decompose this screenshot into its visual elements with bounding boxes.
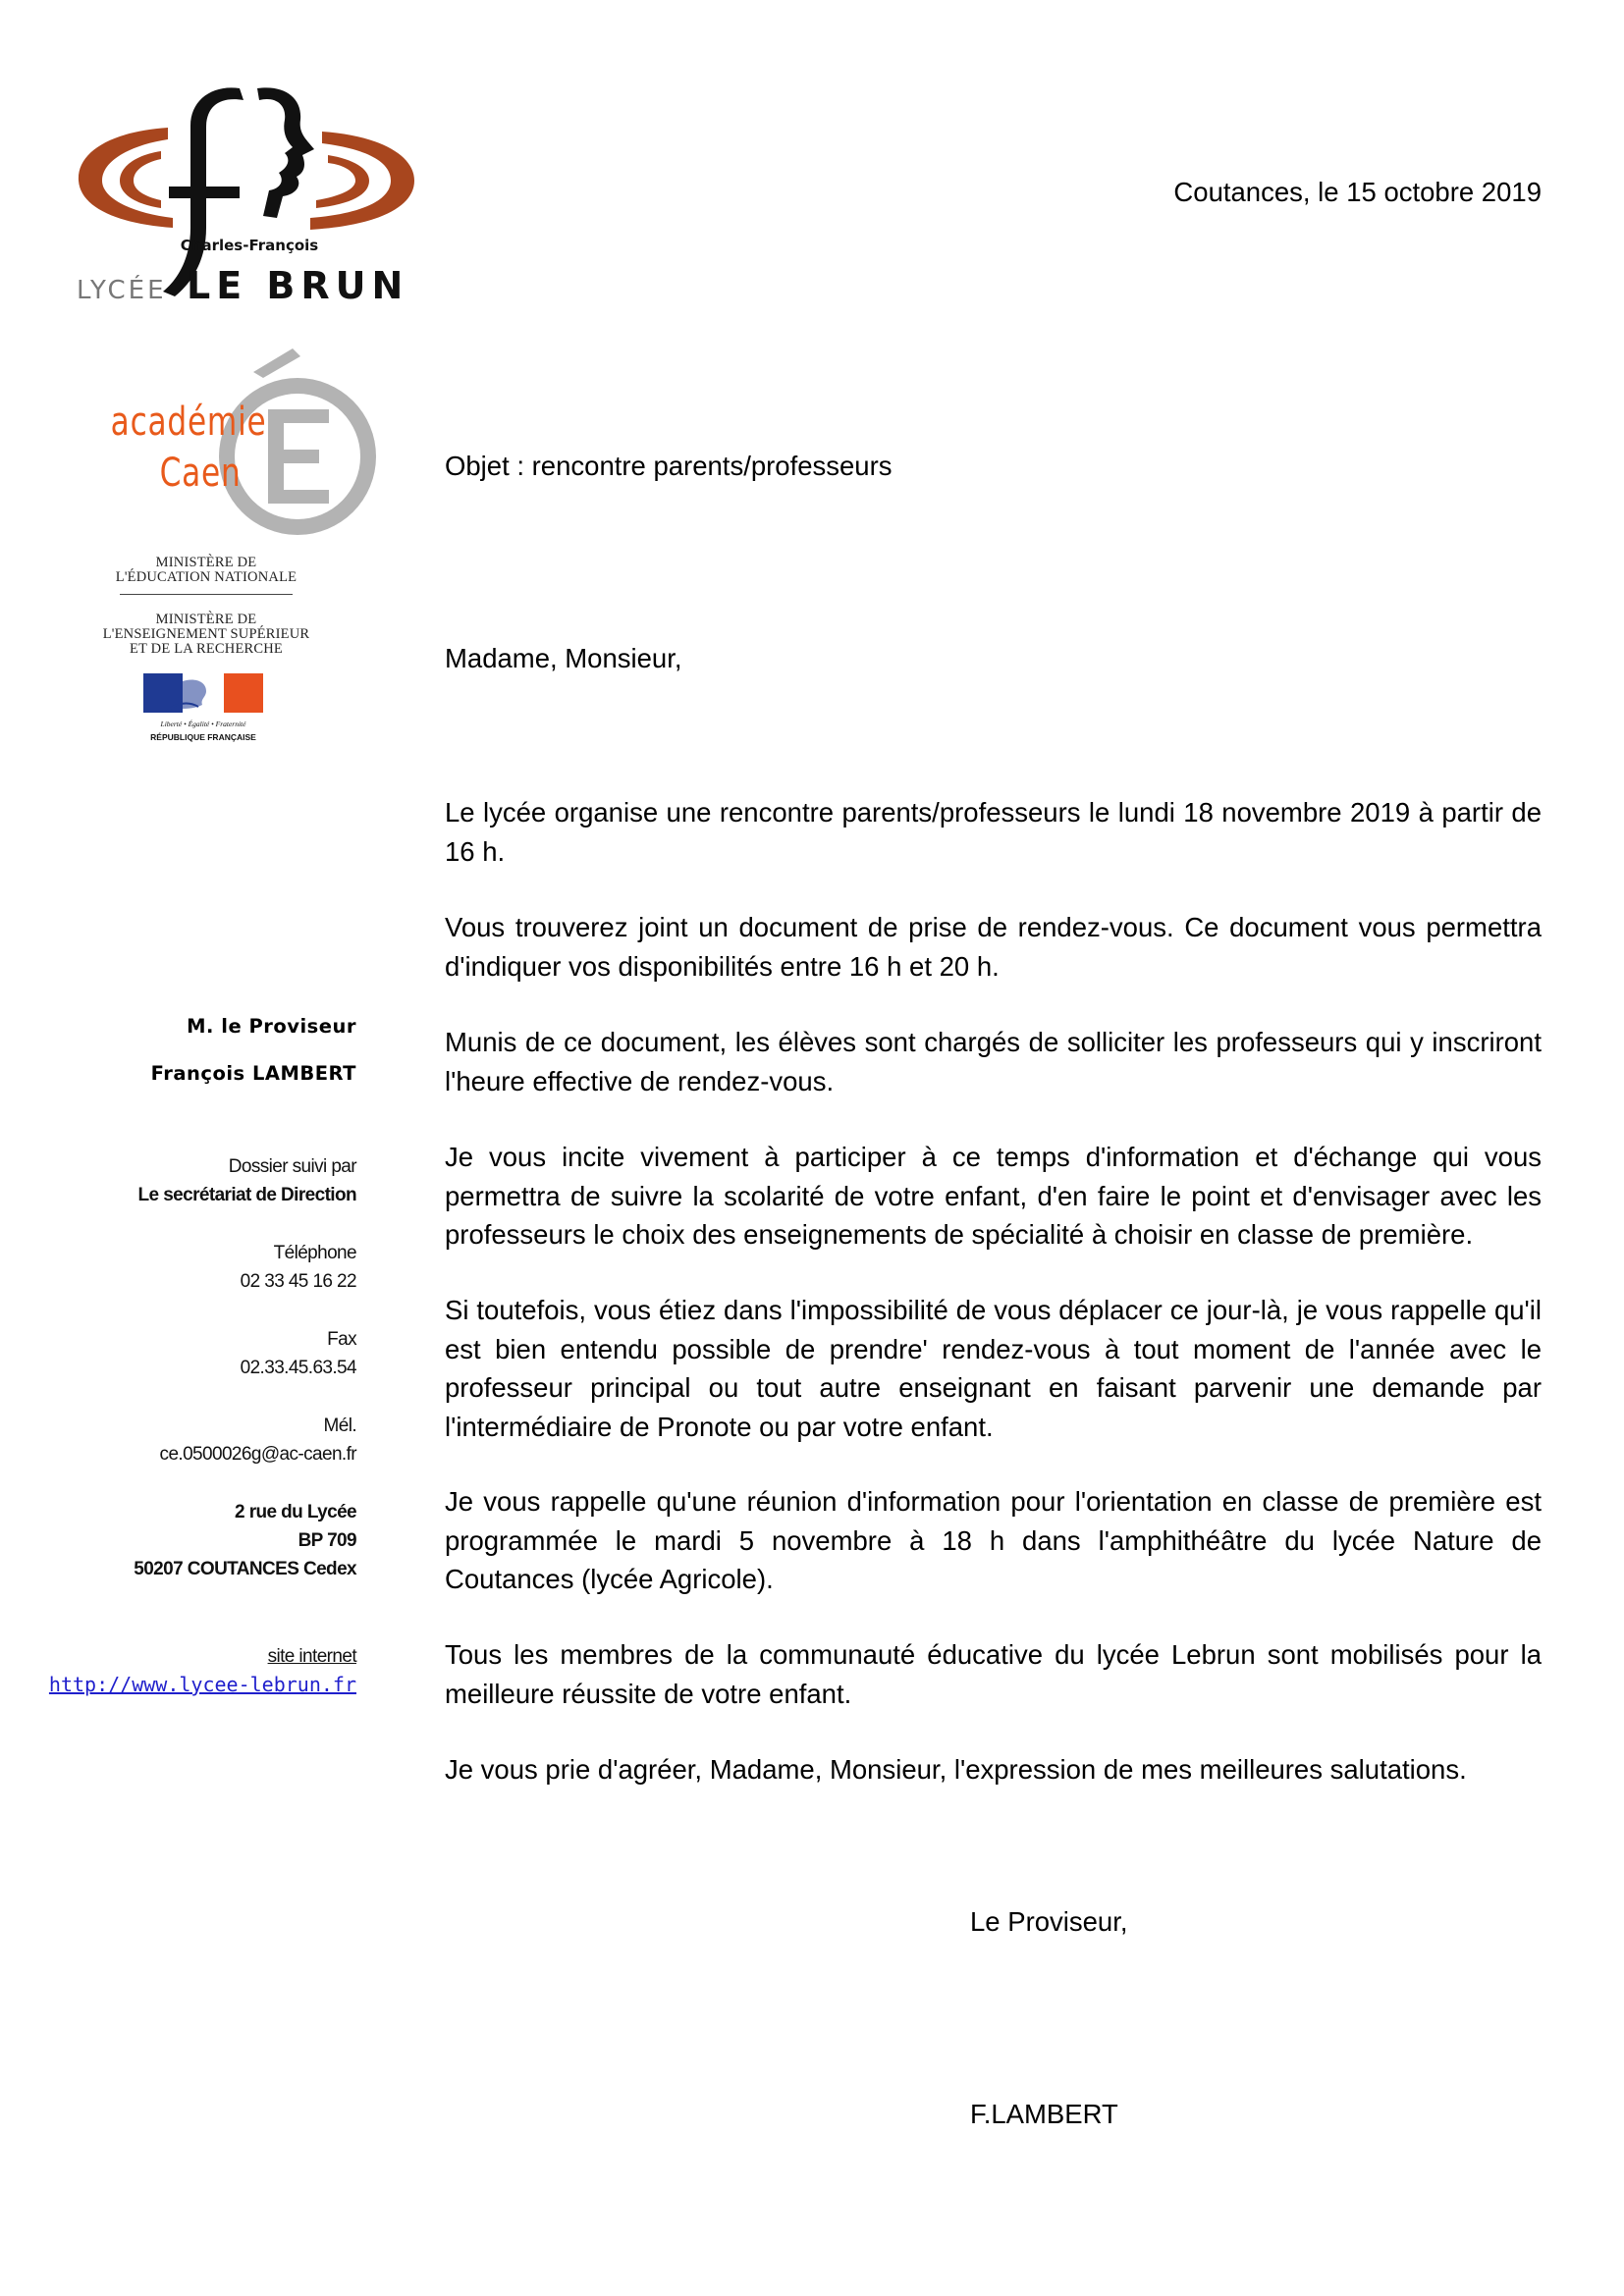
letter-salutation: Madame, Monsieur, (445, 643, 682, 673)
sidebar-name: François LAMBERT (150, 1062, 356, 1085)
phone-value: 02 33 45 16 22 (240, 1271, 356, 1292)
academie-word: académie (110, 400, 267, 446)
fax-label: Fax (327, 1329, 356, 1350)
paragraph-8: Je vous prie d'agréer, Madame, Monsieur, l'expression de mes meilleures salutations. (445, 1754, 1467, 1785)
paragraph-5: Si toutefois, vous étiez dans l'impossibilité de vous déplacer ce jour-là, je vous rappelle qu'il est bien entendu possible de prendre' rendez-vous à tout moment de l'année avec le professeur principal ou tout autre enseignant en faisant parvenir une demande par l'intermédiaire de Pronote ou par votre enfant. (445, 1295, 1542, 1442)
letter-signature: F.LAMBERT (970, 2099, 1118, 2129)
ministry-education (79, 556, 334, 585)
address-line-2: BP 709 (298, 1530, 356, 1551)
ministry-divider (120, 594, 293, 595)
ministry-higher-line2: L'ENSEIGNEMENT SUPÉRIEUR (102, 626, 310, 642)
dossier-label: Dossier suivi par (228, 1156, 356, 1177)
website-link[interactable]: http://www.lycee-lebrun.fr (48, 1673, 356, 1696)
paragraph-6: Je vous rappelle qu'une réunion d'information pour l'orientation en classe de première est programmée le mardi 5 novembre à 18 h dans l'amphithéâtre du lycée Nature de Coutances (lycée Agricole). (445, 1486, 1542, 1594)
marianne-label: RÉPUBLIQUE FRANÇAISE (150, 732, 256, 742)
ministry-higher-line1: MINISTÈRE DE (155, 612, 257, 627)
lycee-logo-big: LE BRUN (187, 264, 409, 307)
academie-caen-logo (106, 348, 401, 555)
dossier-value: Le secrétariat de Direction (137, 1185, 356, 1205)
address-line-1: 2 rue du Lycée (235, 1502, 356, 1522)
marianne-motto: Liberté • Égalité • Fraternité (160, 720, 246, 728)
address-line-3: 50207 COUTANCES Cedex (134, 1559, 356, 1579)
ministry-education-line2: L'ÉDUCATION NATIONALE (115, 569, 298, 585)
paragraph-4: Je vous incite vivement à participer à ce temps d'information et d'échange qui vous permettra de suivre la scolarité de votre enfant, d'en faire le point et d'envisager avec les professeurs le choix des enseignements de spécialité à choisir en classe de première. (445, 1142, 1542, 1250)
lycee-logo-line1: Charles-François (180, 237, 319, 254)
lycee-logo-small: LYCÉE (77, 276, 167, 305)
caen-word: Caen (159, 451, 242, 497)
mail-value: ce.0500026g@ac-caen.fr (159, 1444, 356, 1465)
sidebar-title: M. le Proviseur (187, 1015, 356, 1038)
paragraph-3: Munis de ce document, les élèves sont chargés de solliciter les professeurs qui y inscriront l'heure effective de rendez-vous. (445, 1027, 1542, 1096)
lycee-lebrun-logo (75, 71, 418, 311)
paragraph-2: Vous trouverez joint un document de prise de rendez-vous. Ce document vous permettra d'indiquer vos disponibilités entre 16 h et 20 h. (445, 912, 1542, 982)
site-label: site internet (267, 1646, 356, 1667)
phone-label: Téléphone (273, 1243, 356, 1263)
ministry-higher-education (79, 613, 334, 657)
ministry-education-line1: MINISTÈRE DE (155, 555, 257, 570)
marianne-logo (143, 673, 263, 744)
paragraph-7: Tous les membres de la communauté éducative du lycée Lebrun sont mobilisés pour la meilleure réussite de votre enfant. (445, 1639, 1542, 1709)
letter-signoff: Le Proviseur, (970, 1906, 1128, 1937)
fax-value: 02.33.45.63.54 (240, 1358, 356, 1378)
letter-subject: Objet : rencontre parents/professeurs (445, 451, 893, 481)
ministry-higher-line3: ET DE LA RECHERCHE (130, 641, 283, 657)
mail-label: Mél. (323, 1415, 356, 1436)
letter-date: Coutances, le 15 octobre 2019 (1173, 177, 1542, 207)
paragraph-1: Le lycée organise une rencontre parents/professeurs le lundi 18 novembre 2019 à partir de 16 h. (445, 797, 1542, 867)
